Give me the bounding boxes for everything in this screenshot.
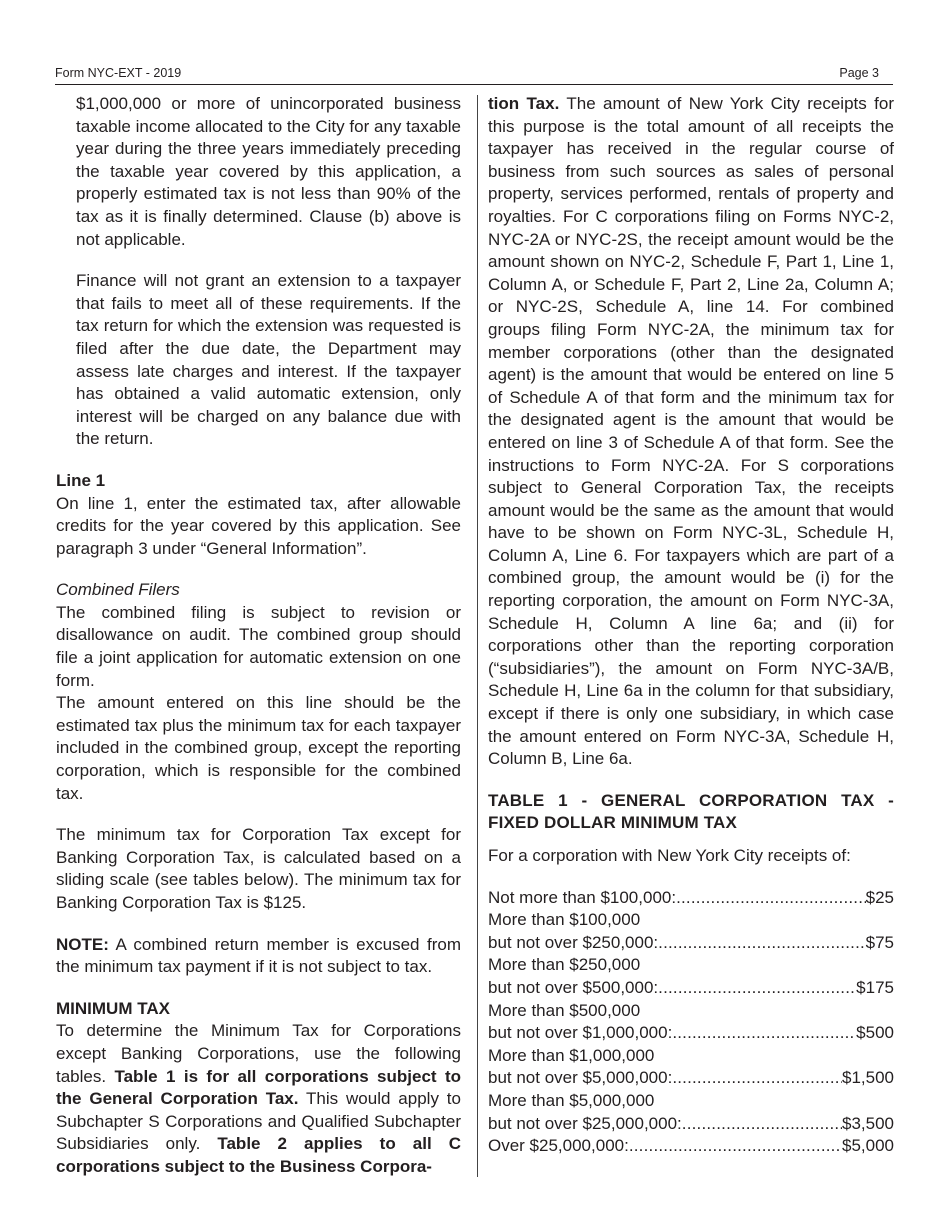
row-value: $3,500 (842, 1113, 894, 1133)
row-label: Not more than $100,000: (488, 887, 677, 907)
receipts-paragraph (488, 93, 894, 771)
minimum-tax-paragraph: The minimum tax for Corporation Tax except for Banking Corporation Tax, is calculated based on a sliding scale (see tables below). The minimum tax for Banking Corporation Tax is $125. (56, 825, 461, 912)
note-paragraph (56, 934, 461, 979)
table-row (488, 1022, 894, 1045)
note-text: A combined return member is excused from the minimum tax payment if it is not subject to tax. (56, 934, 461, 977)
continued-bold: tion Tax. (488, 94, 560, 113)
leader-dots (629, 1135, 842, 1158)
row-value: $25 (865, 887, 894, 907)
table1-title: TABLE 1 - GENERAL CORPORATION TAX - FIXED DOLLAR MINIMUM TAX (488, 790, 894, 833)
page-header (55, 64, 893, 85)
row-prefix: More than $250,000 (488, 955, 641, 975)
row-label: but not over $500,000: (488, 977, 659, 997)
minimum-tax-body (56, 1020, 461, 1178)
left-column (56, 93, 461, 1179)
row-prefix: More than $100,000 (488, 910, 641, 930)
leader-dots (676, 887, 866, 910)
table-row (488, 977, 894, 1000)
row-value: $175 (856, 977, 894, 997)
combined-filers-heading: Combined Filers (56, 580, 180, 600)
row-label: but not over $1,000,000: (488, 1023, 673, 1043)
table2-reference: Table 2 applies to all C corporations subject to the Business Corpora- (56, 1134, 462, 1176)
table-row (488, 1067, 894, 1090)
row-label: but not over $250,000: (488, 932, 659, 952)
table-row (488, 1135, 894, 1158)
combined-filers-text-1: The combined filing is subject to revision or disallowance on audit. The combined group should file a joint application for automatic extension on one form. (56, 602, 461, 690)
leader-dots (658, 932, 865, 955)
table-row (488, 932, 894, 955)
table1-intro: For a corporation with New York City receipts of: (488, 846, 851, 865)
row-label: Over $25,000,000: (488, 1136, 629, 1156)
minimum-tax-heading: MINIMUM TAX (56, 998, 170, 1018)
page-number: Page 3 (839, 66, 879, 80)
line1-heading: Line 1 (56, 470, 106, 490)
row-value: $500 (856, 1023, 894, 1043)
paragraph-finance-extension: Finance will not grant an extension to a taxpayer that fails to meet all of these requirements. If the tax return for which the extension was requested is filed after the due date, the Department may assess late charges and interest. If the taxpayer has obtained a valid automatic extension, only interest will be charged on any balance due with the return. (76, 271, 461, 449)
leader-dots (682, 1113, 842, 1136)
table-row (488, 887, 894, 910)
row-label: but not over $25,000,000: (488, 1113, 682, 1133)
form-title: Form NYC-EXT - 2019 (55, 66, 182, 80)
leader-dots (672, 1067, 842, 1090)
column-divider (477, 95, 478, 1177)
row-value: $75 (865, 932, 894, 952)
minimum-tax-intro: To determine the Minimum Tax for Corporations except Banking Corporations, use the following tables. (56, 1021, 461, 1086)
row-value: $5,000 (842, 1136, 894, 1156)
table-row (488, 1113, 894, 1136)
leader-dots (672, 1022, 856, 1045)
paragraph-continued: $1,000,000 or more of unincorporated business taxable income allocated to the City for any taxable year during the three years immediately preceding the taxable year covered by this application, a properly estimated tax is not less than 90% of the tax as it is finally determined. Clause (b) above is not applicable. (76, 94, 461, 249)
receipts-text: The amount of New York City receipts for this purpose is the total amount of all receipts the taxpayer has received in the regular course of business from such sources as sales of personal property, services performed, rentals of property and royalties. For C corporations filing on Forms NYC-2, NYC-2A or NYC-2S, the receipt amount would be the amount shown on NYC-2, Schedule F, Part 1, Line 1, Column A, or Schedule F, Part 2, Line 2a, Column A; or NYC-2S, Schedule A, line 14. For combined groups filing Form NYC-2A, the minimum tax for member corporations (other than the designated agent) is the amount that would be entered on line 5 of Schedule A of that form and the minimum tax for the designated agent is the amount that would be entered on line 3 of Schedule A of that form. See the instructions to Form NYC-2A. For S corporations subject to General Corporation Tax, the receipts amount would be the same as the amount that would have to be shown on Form NYC-3L, Schedule H, Column A, Line 6. For taxpayers which are part of a combined group, the amount would be (i) for the reporting corporation, the amount on Form NYC-3A, Schedule H, Column A line 6a; and (ii) for corporations other than the reporting corporation (“subsidiaries”), the amount on Form NYC-3A/B, Schedule H, Line 6a in the column for that subsidiary, except if there is only one subsidiary, in which case the amount entered on Form NYC-3A, Schedule H, Column B, Line 6a. (488, 94, 894, 769)
row-prefix: More than $5,000,000 (488, 1090, 655, 1110)
table1-rows (488, 887, 894, 1158)
line1-text: On line 1, enter the estimated tax, after allowable credits for the year covered by this application. See paragraph 3 under “General Information”. (56, 493, 461, 558)
note-label: NOTE: (56, 934, 109, 954)
leader-dots (658, 977, 856, 1000)
row-label: but not over $5,000,000: (488, 1068, 673, 1088)
right-column (488, 93, 894, 1158)
table1-rest: This would apply to Subchapter S Corporations and Qualified Subchapter Subsidiaries only. (56, 1089, 461, 1154)
combined-filers-text-2: The amount entered on this line should be the estimated tax plus the minimum tax for each taxpayer included in the combined group, except the reporting corporation, which is responsible for the combined tax. (56, 693, 461, 803)
row-prefix: More than $1,000,000 (488, 1045, 655, 1065)
row-prefix: More than $500,000 (488, 1000, 641, 1020)
row-value: $1,500 (842, 1068, 894, 1088)
table1-reference: Table 1 is for all corporations subject to the General Corporation Tax. (56, 1066, 462, 1109)
